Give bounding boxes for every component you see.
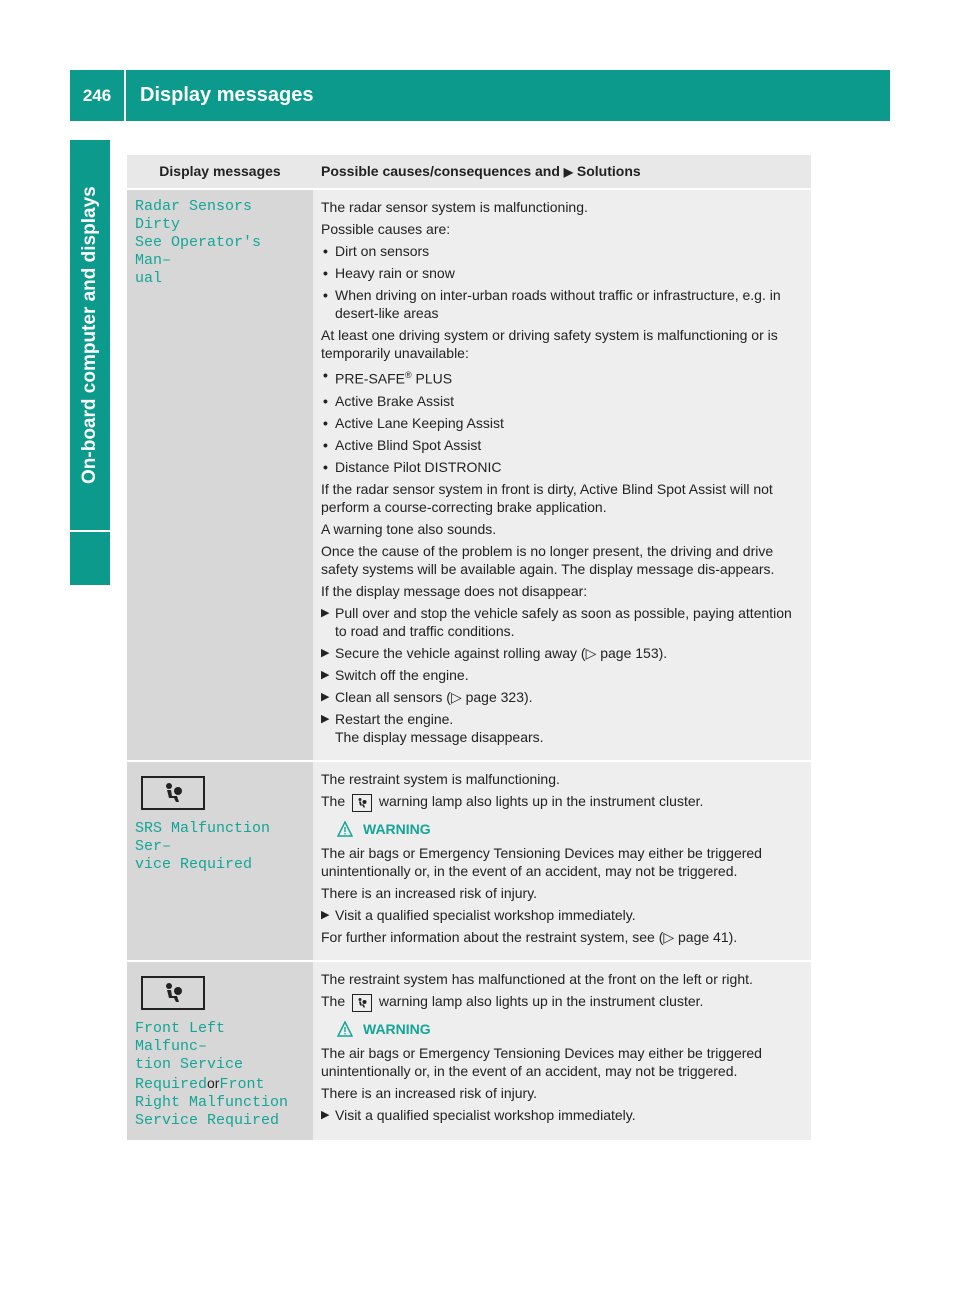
table-row	[127, 961, 811, 1141]
list-item: • Active Brake Assist	[321, 392, 803, 410]
list-item: • PRE-SAFE® PLUS	[321, 366, 803, 388]
message-cell	[127, 761, 313, 961]
list-item: • Distance Pilot DISTRONIC	[321, 458, 803, 476]
steps-list	[321, 1106, 803, 1124]
list-item: ▶ Visit a qualified specialist workshop immediately.	[321, 906, 803, 924]
list-item: • Active Blind Spot Assist	[321, 436, 803, 454]
display-messages-table	[127, 155, 811, 1142]
chapter-tab-marker	[70, 530, 110, 585]
message-cell	[127, 961, 313, 1141]
warning-heading: WARNING	[337, 820, 803, 838]
list-item: ▶ Visit a qualified specialist workshop immediately.	[321, 1106, 803, 1124]
warning-heading: WARNING	[337, 1020, 803, 1038]
arrow-right-icon: ▶	[563, 165, 574, 179]
airbag-warning-icon	[141, 776, 205, 810]
table-row	[127, 761, 811, 961]
list-item: ▶ Switch off the engine.	[321, 666, 803, 684]
table-header-row	[127, 155, 811, 189]
steps-list	[321, 604, 803, 746]
chapter-tab	[70, 140, 110, 585]
message-text: SRS Malfunction Ser– vice Required	[135, 819, 271, 873]
message-cell	[127, 189, 313, 761]
column-header-solutions: Possible causes/consequences and ▶ Solutions	[313, 155, 811, 189]
systems-list	[321, 366, 803, 476]
list-item: ▶ Pull over and stop the vehicle safely as soon as possible, paying attention to road and traffic conditions.	[321, 604, 803, 640]
causes-list	[321, 242, 803, 322]
list-item: • Active Lane Keeping Assist	[321, 414, 803, 432]
page-header	[70, 70, 890, 121]
airbag-warning-icon	[141, 976, 205, 1010]
chapter-tab-label: On-board computer and displays	[79, 186, 100, 484]
list-item: • When driving on inter-urban roads without traffic or infrastructure, e.g. in desert-like areas	[321, 286, 803, 322]
list-item: • Heavy rain or snow	[321, 264, 803, 282]
message-text: Front Left Malfunc– tion Service RequiredorFront Right Malfunction Service Required	[135, 1019, 289, 1129]
column-header-messages: Display messages	[127, 155, 313, 189]
list-item: ▶ Secure the vehicle against rolling away (▷ page 153).	[321, 644, 803, 662]
page-title: Display messages	[140, 84, 314, 106]
warning-triangle-icon	[337, 821, 353, 837]
solution-cell: The restraint system has malfunctioned at the front on the left or right. The warning lamp also lights up in the instrument cluster. WARNING The air bags or Emergency Tensioning Devices may either be triggered unintentionally or, in the event of an accident, may not be triggered. There is an increased risk of injury. ▶ Visit a qualified specialist workshop immediately.	[313, 961, 811, 1141]
page-number: 246	[70, 70, 126, 121]
table-row	[127, 189, 811, 761]
airbag-warning-icon	[352, 994, 372, 1012]
steps-list	[321, 906, 803, 924]
warning-triangle-icon	[337, 1021, 353, 1037]
solution-cell: The restraint system is malfunctioning. The warning lamp also lights up in the instrument cluster. WARNING The air bags or Emergency Tensioning Devices may either be triggered unintentionally or, in the event of an accident, may not be triggered. There is an increased risk of injury. ▶ Visit a qualified specialist workshop immediately. For further information about the restraint system, see (▷ page 41).	[313, 761, 811, 961]
airbag-warning-icon	[352, 794, 372, 812]
message-text: Radar Sensors Dirty See Operator's Man– ual	[135, 198, 262, 287]
list-item: • Dirt on sensors	[321, 242, 803, 260]
solution-cell: The radar sensor system is malfunctioning. Possible causes are: • Dirt on sensors • Heavy rain or snow • When driving on inter-urban roads without traffic or infrastructure, e.g. in desert-like areas At least one driving system or driving safety system is malfunctioning or is temporarily unavailable: • PRE-SAFE® PLUS • Active Brake Assist • Active Lane Keeping Assist • Active Blind Spot Assist • Distance Pilot DISTRONIC If the radar sensor system in front is dirty, Active Blind Spot Assist will not perform a course-correcting brake application. A warning tone also sounds. Once the cause of the problem is no longer present, the driving and drive safety systems will be available again. The display message dis-appears. If the display message does not disappear: ▶ Pull over and stop the vehicle safely as soon as possible, paying attention to road and traffic conditions. ▶ Secure the vehicle against rolling away (▷ page 153). ▶ Switch off the engine. ▶ Clean all sensors (▷ page 323). ▶ Restart the engine. The display message disappears.	[313, 189, 811, 761]
list-item: ▶ Clean all sensors (▷ page 323).	[321, 688, 803, 706]
list-item: ▶ Restart the engine. The display message disappears.	[321, 710, 803, 746]
